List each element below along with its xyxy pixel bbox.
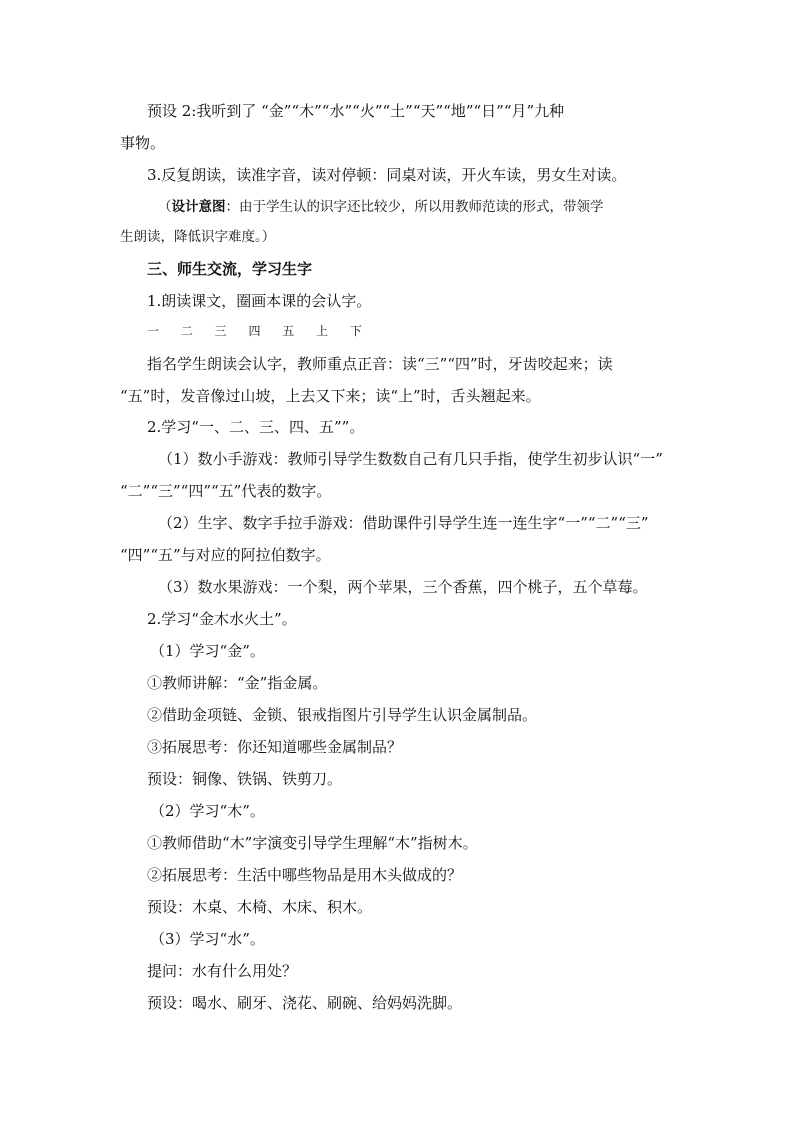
paragraph-line: 1.朗读课文，圈画本课的会认字。: [147, 292, 372, 310]
paragraph-line: 3.反复朗读，读准字音，读对停顿：同桌对读，开火车读，男女生对读。: [147, 166, 627, 184]
paragraph-line: 事物。: [120, 134, 166, 152]
paragraph-line: （3）学习“水”。: [150, 930, 265, 948]
character-list: 一 二 三 四 五 上 下: [147, 324, 371, 338]
paragraph-line: （2）学习“木”。: [150, 802, 265, 820]
paragraph-line: ③拓展思考：你还知道哪些金属制品？: [147, 738, 403, 756]
paragraph-line: ①教师讲解：“金”指金属。: [147, 674, 328, 692]
paragraph-line: （1）数小手游戏：教师引导学生数数自己有几只手指，使学生初步认识“一”: [158, 450, 663, 468]
open-paren: （: [158, 199, 172, 215]
design-intent-line: 生朗读，降低识字难度。）: [120, 229, 276, 245]
paragraph-line: “二”“三”“四”“五”代表的数字。: [120, 482, 332, 500]
design-intent-label: 设计意图: [171, 199, 226, 215]
design-intent-line: [158, 197, 604, 217]
paragraph-line: 提问：水有什么用处？: [147, 962, 298, 980]
paragraph-line: ②借助金项链、金锁、银戒指图片引导学生认识金属制品。: [147, 706, 538, 724]
paragraph-line: 预设 2:我听到了 “金”“木”“水”“火”“土”“天”“地”“日”“月”九种: [147, 102, 565, 120]
paragraph-line: （2）生字、数字手拉手游戏：借助课件引导学生连一连生字“一”“二”“三”: [158, 514, 649, 532]
paragraph-line: 指名学生朗读会认字，教师重点正音：读“三”“四”时，牙齿咬起来；读: [147, 355, 613, 373]
paragraph-line: 预设：喝水、刷牙、浇花、刷碗、给妈妈洗脚。: [147, 994, 463, 1012]
design-intent-text: ：由于学生认的识字还比较少，所以用教师范读的形式，带领学: [225, 199, 604, 215]
paragraph-line: 预设：铜像、铁锅、铁剪刀。: [147, 770, 343, 788]
section-heading: 三、师生交流，学习生字: [147, 260, 313, 278]
paragraph-line: 2.学习“一、二、三、四、五””。: [147, 418, 365, 436]
paragraph-line: （3）数水果游戏：一个梨，两个苹果，三个香蕉，四个桃子，五个草莓。: [158, 578, 648, 596]
paragraph-line: ①教师借助“木”字演变引导学生理解“木”指树木。: [147, 834, 478, 852]
paragraph-line: “五”时，发音像过山坡，上去又下来；读“上”时，舌头翘起来。: [120, 387, 541, 405]
paragraph-line: 预设：木桌、木椅、木床、积木。: [147, 898, 373, 916]
paragraph-line: “四”“五”与对应的阿拉伯数字。: [120, 546, 331, 564]
paragraph-line: 2.学习“金木水火土”。: [147, 610, 297, 628]
paragraph-line: ②拓展思考：生活中哪些物品是用木头做成的？: [147, 866, 463, 884]
paragraph-line: （1）学习“金”。: [150, 642, 265, 660]
